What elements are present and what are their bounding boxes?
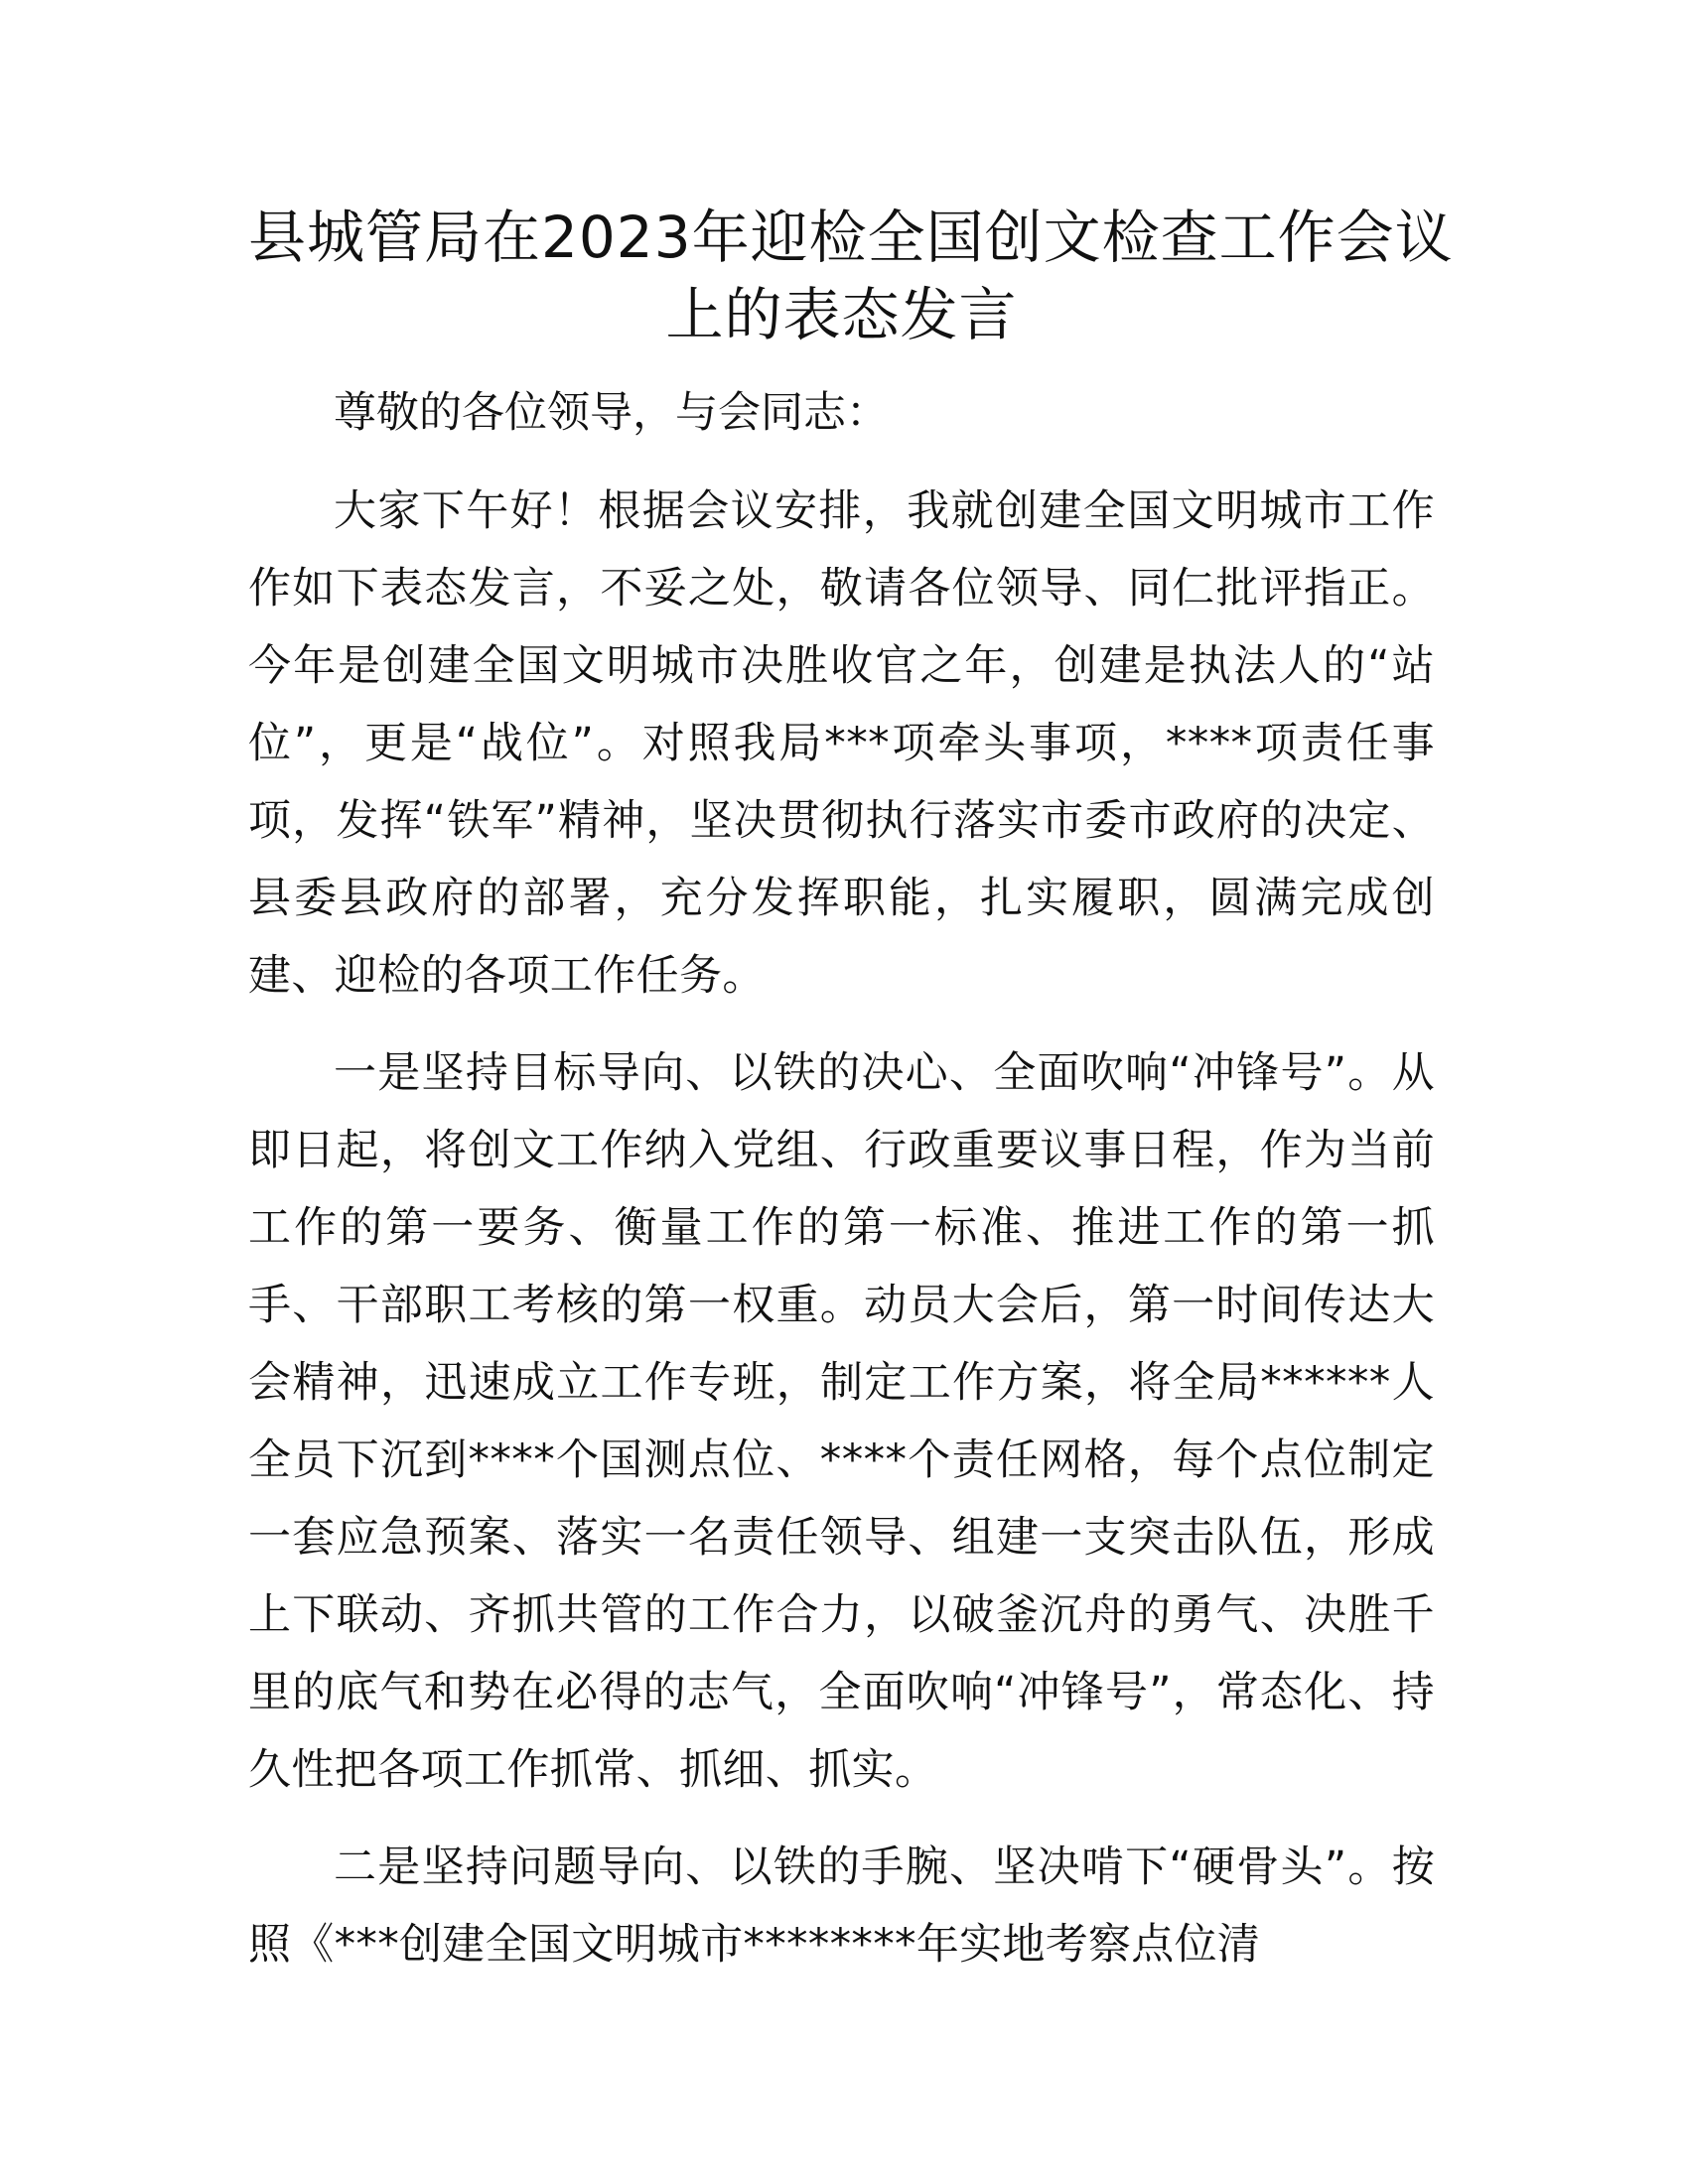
paragraph-point-two: 二是坚持问题导向、以铁的手腕、坚决啃下“硬骨头”。按照《***创建全国文明城市********年实地考察点位清	[248, 1843, 1435, 1970]
document-body	[248, 199, 1454, 1983]
salutation: 尊敬的各位领导，与会同志：	[334, 388, 889, 438]
title-line-2: 上的表态发言	[665, 281, 1018, 348]
document-title	[248, 199, 1454, 353]
title-line-1: 县城管局在2023年迎检全国创文检查工作会议	[248, 204, 1454, 271]
paragraph-intro: 大家下午好！根据会议安排，我就创建全国文明城市工作作如下表态发言，不妥之处，敬请各位领导、同仁批评指正。今年是创建全国文明城市决胜收官之年，创建是执法人的“站位”，更是“战位”。对照我局***项牵头事项，****项责任事项，发挥“铁军”精神，坚决贯彻执行落实市委市政府的决定、县委县政府的部署，充分发挥职能，扎实履职，圆满完成创建、迎检的各项工作任务。	[248, 486, 1435, 1001]
paragraph-point-one: 一是坚持目标导向、以铁的决心、全面吹响“冲锋号”。从即日起，将创文工作纳入党组、行政重要议事日程，作为当前工作的第一要务、衡量工作的第一标准、推进工作的第一抓手、干部职工考核的第一权重。动员大会后，第一时间传达大会精神，迅速成立工作专班，制定工作方案，将全局******人全员下沉到****个国测点位、****个责任网格，每个点位制定一套应急预案、落实一名责任领导、组建一支突击队伍，形成上下联动、齐抓共管的工作合力，以破釜沉舟的勇气、决胜千里的底气和势在必得的志气，全面吹响“冲锋号”，常态化、持久性把各项工作抓常、抓细、抓实。	[248, 1048, 1435, 1795]
